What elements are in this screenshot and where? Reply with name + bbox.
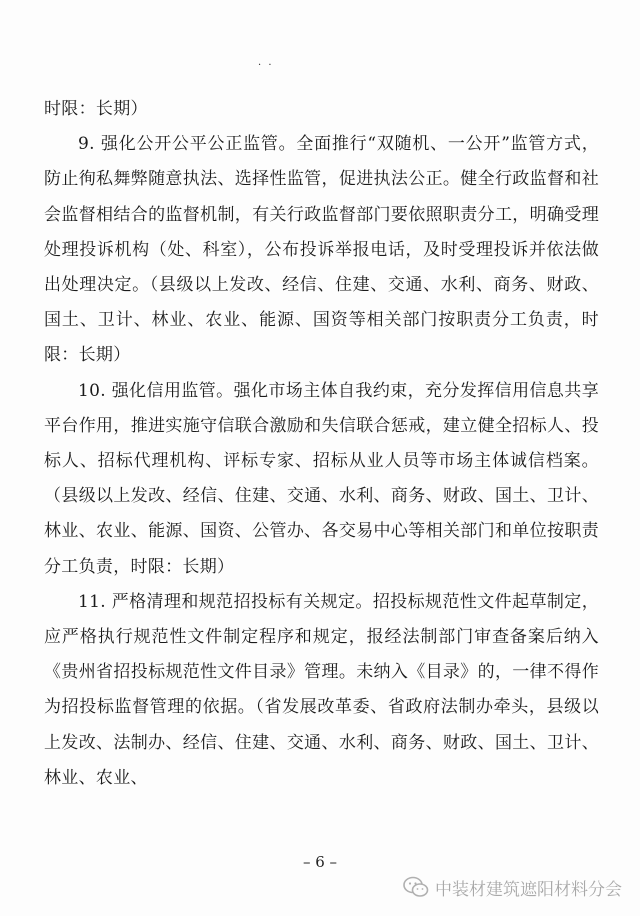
- paragraph-item-10: 10. 强化信用监管。强化市场主体自我约束，充分发挥信用信息共享平台作用，推进实施守信联合激励和失信联合惩戒，建立健全招标人、投标人、招标代理机构、评标专家、招标从业人员等市场主体诚信档案。（县级以上发改、经信、住建、交通、水利、商务、财政、国土、卫计、林业、农业、能源、国资、公管办、各交易中心等相关部门和单位按职责分工负责，时限：长期）: [44, 380, 599, 577]
- paragraph-item-9: 9. 强化公开公平公正监管。全面推行“双随机、一公开”监管方式，防止徇私舞弊随意执法、选择性监管，促进执法公正。健全行政监督和社会监督相结合的监督机制，有关行政监督部门要依照职责分工，明确受理处理投诉机构（处、科室），公布投诉举报电话，及时受理投诉并依法做出处理决定。（县级以上发改、经信、住建、交通、水利、商务、财政、国土、卫计、林业、农业、能源、国资等相关部门按职责分工负责，时限：长期）: [44, 134, 599, 366]
- page-number: – 6 –: [302, 853, 338, 871]
- paragraph-item-11: 11. 严格清理和规范招投标有关规定。招投标规范性文件起草制定，应严格执行规范性文件制定程序和规定，报经法制部门审查备案后纳入《贵州省招投标规范性文件目录》管理。未纳入《目录》的，一律不得作为招投标监督管理的依据。（省发展改革委、省政府法制办牵头，县级以上发改、法制办、经信、住建、交通、水利、商务、财政、国土、卫计、林业、农业、: [44, 591, 599, 788]
- watermark-text: 中装材建筑遮阳材料分会: [435, 879, 622, 900]
- watermark: [403, 872, 622, 902]
- scan-marks: · ·: [258, 60, 274, 71]
- paragraph-continuation: 时限：长期）: [44, 99, 148, 119]
- wechat-icon: [403, 876, 429, 898]
- document-body: [44, 92, 599, 796]
